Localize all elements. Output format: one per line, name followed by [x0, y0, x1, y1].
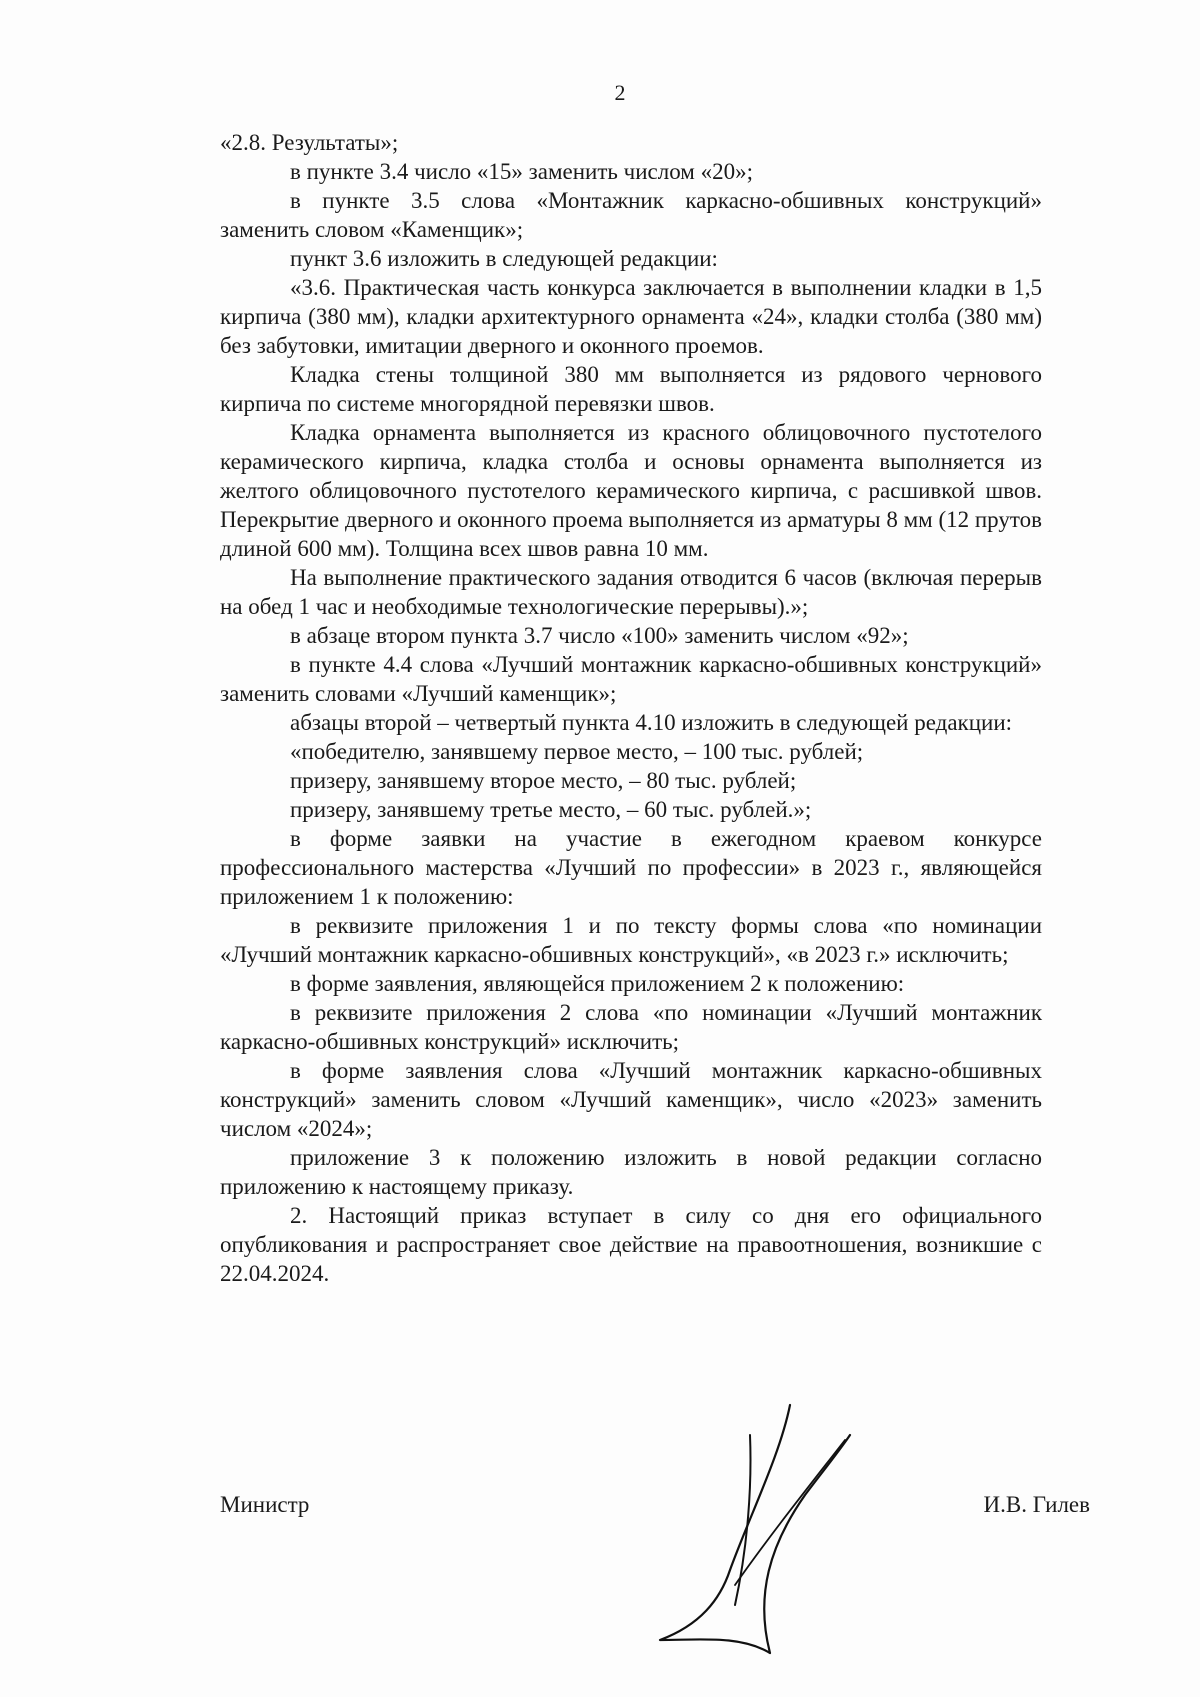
paragraph: в форме заявления слова «Лучший монтажник каркасно-обшивных конструкций» заменить словом «Лучший каменщик», число «2023» заменить числом «2024»;: [220, 1058, 1042, 1141]
paragraph: в реквизите приложения 1 и по тексту формы слова «по номинации «Лучший монтажник каркасно-обшивных конструкций», «в 2023 г.» исключить;: [220, 913, 1042, 967]
paragraph: 2. Настоящий приказ вступает в силу со дня его официального опубликования и распространяет свое действие на правоотношения, возникшие с 22.04.2024.: [220, 1203, 1042, 1286]
document-body: [220, 128, 1042, 1288]
paragraph: Кладка орнамента выполняется из красного облицовочного пустотелого керамического кирпича, кладка столба и основы орнамента выполняется из желтого облицовочного пустотелого керамического кирпича, с расшивкой швов. Перекрытие дверного и оконного проема выполняется из арматуры 8 мм (12 прутов длиной 600 мм). Толщина всех швов равна 10 мм.: [220, 420, 1042, 561]
paragraph: в абзаце втором пункта 3.7 число «100» заменить числом «92»;: [290, 623, 909, 648]
paragraph: в реквизите приложения 2 слова «по номинации «Лучший монтажник каркасно-обшивных конструкций» исключить;: [220, 1000, 1042, 1054]
paragraph: приложение 3 к положению изложить в новой редакции согласно приложению к настоящему приказу.: [220, 1145, 1042, 1199]
paragraph: в пункте 3.4 число «15» заменить числом «20»;: [290, 159, 753, 184]
paragraph: «3.6. Практическая часть конкурса заключается в выполнении кладки в 1,5 кирпича (380 мм), кладки архитектурного орнамента «24», кладки столба (380 мм) без забутовки, имитации дверного и оконного проемов.: [220, 275, 1042, 358]
signatory-role: Министр: [220, 1492, 310, 1517]
handwritten-signature: [640, 1395, 880, 1655]
paragraph: в пункте 3.5 слова «Монтажник каркасно-обшивных конструкций» заменить словом «Каменщик»;: [220, 188, 1042, 242]
signatory-name: И.В. Гилев: [983, 1492, 1090, 1517]
paragraph: призеру, занявшему третье место, – 60 тыс. рублей.»;: [290, 797, 812, 822]
paragraph: пункт 3.6 изложить в следующей редакции:: [290, 246, 718, 271]
paragraph: «победителю, занявшему первое место, – 100 тыс. рублей;: [290, 739, 864, 764]
paragraph: абзацы второй – четвертый пункта 4.10 изложить в следующей редакции:: [290, 710, 1013, 735]
paragraph: На выполнение практического задания отводится 6 часов (включая перерыв на обед 1 час и необходимые технологические перерывы).»;: [220, 565, 1042, 619]
page-number: 2: [614, 80, 626, 105]
paragraph: в пункте 4.4 слова «Лучший монтажник каркасно-обшивных конструкций» заменить словами «Лучший каменщик»;: [220, 652, 1042, 706]
paragraph: Кладка стены толщиной 380 мм выполняется из рядового чернового кирпича по системе многорядной перевязки швов.: [220, 362, 1042, 416]
paragraph: «2.8. Результаты»;: [220, 130, 399, 155]
paragraph: призеру, занявшему второе место, – 80 тыс. рублей;: [290, 768, 797, 793]
paragraph: в форме заявления, являющейся приложением 2 к положению:: [290, 971, 905, 996]
paragraph: в форме заявки на участие в ежегодном краевом конкурсе профессионального мастерства «Лучший по профессии» в 2023 г., являющейся приложением 1 к положению:: [220, 826, 1042, 909]
